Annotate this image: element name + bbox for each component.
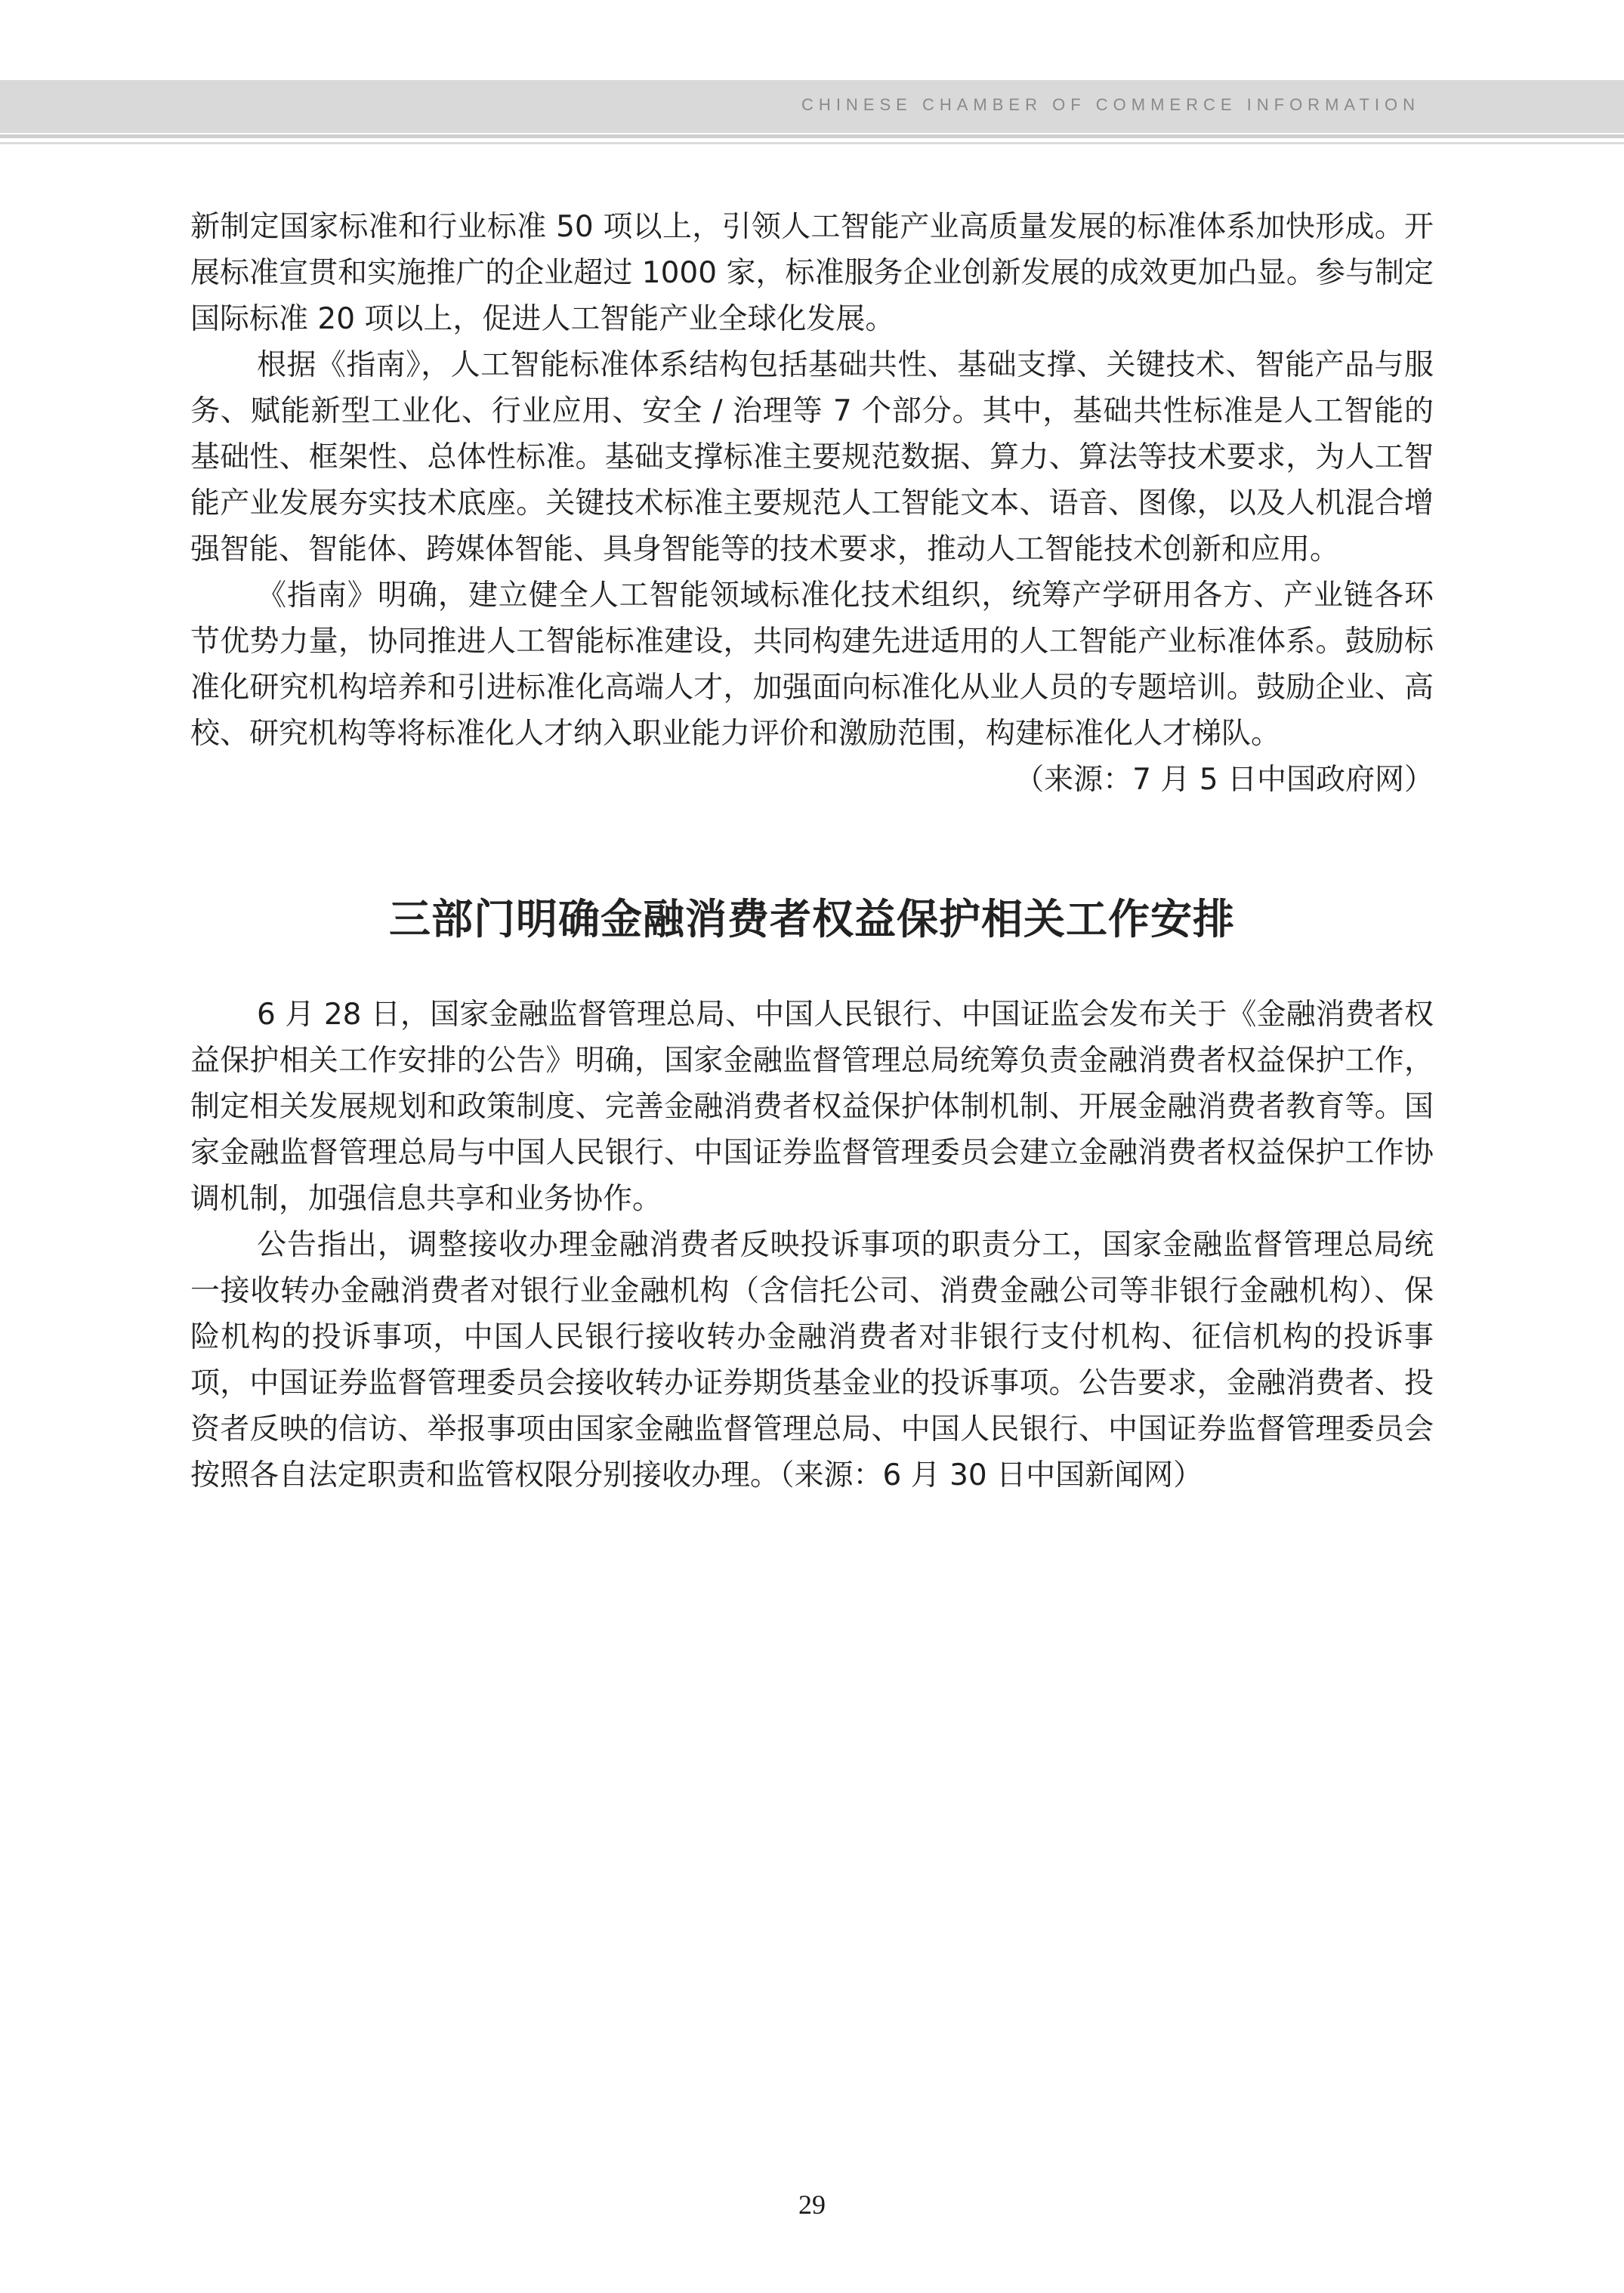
- running-title: CHINESE CHAMBER OF COMMERCE INFORMATION: [801, 95, 1420, 114]
- article2-paragraph-2: 公告指出，调整接收办理金融消费者反映投诉事项的职责分工，国家金融监督管理总局统一接收转办金融消费者对银行业金融机构（含信托公司、消费金融公司等非银行金融机构）、保险机构的投诉事项，中国人民银行接收转办金融消费者对非银行支付机构、征信机构的投诉事项，中国证券监督管理委员会接收转办证券期货基金业的投诉事项。公告要求，金融消费者、投资者反映的信访、举报事项由国家金融监督管理总局、中国人民银行、中国证券监督管理委员会按照各自法定职责和监管权限分别接收办理。（来源：6 月 30 日中国新闻网）: [190, 1228, 1434, 1492]
- header-rule-thin: [0, 142, 1624, 144]
- article1-paragraph-3: 《指南》明确，建立健全人工智能领域标准化技术组织，统筹产学研用各方、产业链各环节优势力量，协同推进人工智能标准建设，共同构建先进适用的人工智能产业标准体系。鼓励标准化研究机构培养和引进标准化高端人才，加强面向标准化从业人员的专题培训。鼓励企业、高校、研究机构等将标准化人才纳入职业能力评价和激励范围，构建标准化人才梯队。: [190, 579, 1434, 751]
- article2-title: 三部门明确金融消费者权益保护相关工作安排: [388, 895, 1235, 943]
- article1-source: （来源：7 月 5 日中国政府网）: [1014, 763, 1434, 797]
- article1-paragraph-2: 根据《指南》，人工智能标准体系结构包括基础共性、基础支撑、关键技术、智能产品与服务、赋能新型工业化、行业应用、安全 / 治理等 7 个部分。其中，基础共性标准是人工智能的基础性、框架性、总体性标准。基础支撑标准主要规范数据、算力、算法等技术要求，为人工智能产业发展夯实技术底座。关键技术标准主要规范人工智能文本、语音、图像，以及人机混合增强智能、智能体、跨媒体智能、具身智能等的技术要求，推动人工智能技术创新和应用。: [190, 348, 1434, 566]
- header-rule: [0, 134, 1624, 138]
- article2-paragraph-1: 6 月 28 日，国家金融监督管理总局、中国人民银行、中国证监会发布关于《金融消费者权益保护相关工作安排的公告》明确，国家金融监督管理总局统筹负责金融消费者权益保护工作，制定相关发展规划和政策制度、完善金融消费者权益保护体制机制、开展金融消费者教育等。国家金融监督管理总局与中国人民银行、中国证券监督管理委员会建立金融消费者权益保护工作协调机制，加强信息共享和业务协作。: [190, 998, 1434, 1216]
- page-number: 29: [798, 2190, 826, 2220]
- article1-paragraph-1: 新制定国家标准和行业标准 50 项以上，引领人工智能产业高质量发展的标准体系加快形成。开展标准宣贯和实施推广的企业超过 1000 家，标准服务企业创新发展的成效更加凸显。参与制定国际标准 20 项以上，促进人工智能产业全球化发展。: [190, 210, 1434, 336]
- page-content: [190, 204, 1434, 1498]
